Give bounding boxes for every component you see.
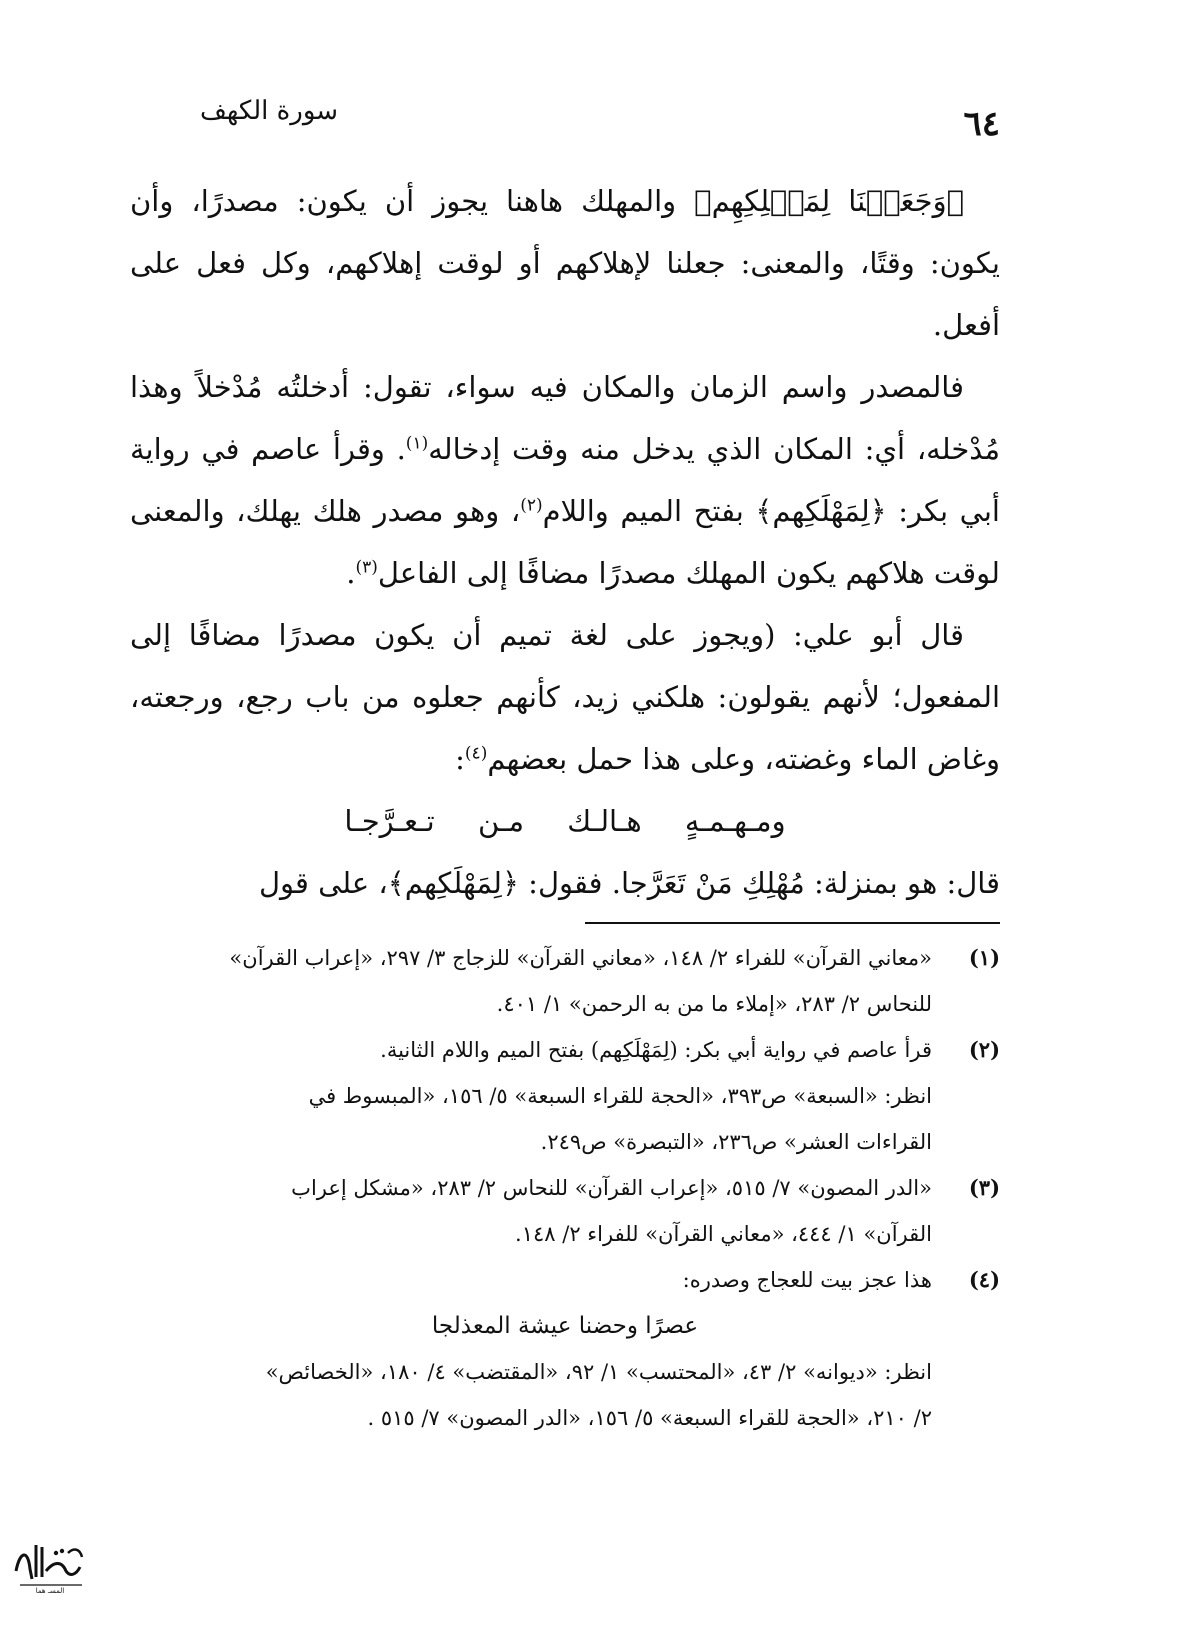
paragraph-3: [130, 604, 1000, 790]
text-line: قال: هو بمنزلة: مُهْلِكِ مَنْ تَعَرَّجا. فقول: ﴿لِمَهْلَكِهم﴾، على قول: [258, 866, 1000, 900]
logo-caption: المسـ هما: [35, 1587, 65, 1595]
main-text: [130, 170, 1000, 914]
footnote-line: قرأ عاصم في رواية أبي بكر: (لِمَهْلَكِهم) بفتح الميم واللام الثانية.: [380, 1038, 932, 1062]
text-line: ﴿وَجَعَلۡنَا لِمَهۡلِكِهِم﴾ والمهلك هاهنا يجوز أن يكون: مصدرًا، وأن: [130, 184, 964, 218]
paragraph-1: [130, 170, 1000, 356]
footnote-line: انظر: «ديوانه» ٢/ ٤٣، «المحتسب» ١/ ٩٢، «المقتضب» ٤/ ١٨٠، «الخصائص»: [265, 1360, 932, 1384]
text-line: . وقرأ عاصم في: [201, 432, 406, 466]
footnote-line: «معاني القرآن» للفراء ٢/ ١٤٨، «معاني القرآن» للزجاج ٣/ ٢٩٧، «إعراب القرآن»: [229, 946, 932, 970]
text-line: قال أبو علي: (ويجوز على لغة تميم أن يكون مصدرًا مضافًا إلى: [130, 618, 964, 652]
text-line: أفعل.: [932, 308, 1000, 342]
paragraph-4: [130, 852, 1000, 914]
footnote-number: (٤): [968, 1267, 1000, 1292]
text-line: المفعول؛ لأنهم يقولون: هلكني زيد، كأنهم جعلوه من باب رجع،: [236, 680, 1000, 714]
text-line: يكون: وقتًا، والمعنى: جعلنا لإهلاكهم أو لوقت إهلاكهم، وكل فعل على: [130, 246, 1000, 280]
footnote-verse: عصرًا وحضنا عيشة المعذلجا: [431, 1313, 699, 1339]
footnotes-section: [130, 935, 1000, 1441]
footnote-2: [130, 1027, 1000, 1165]
footnote-number: (٢): [968, 1037, 1000, 1062]
footnote-line: القراءات العشر» ص٢٣٦، «التبصرة» ص٢٤٩.: [540, 1130, 932, 1154]
footnote-line: للنحاس ٢/ ٢٨٣، «إملاء ما من به الرحمن» ١/ ٤٠١.: [496, 992, 932, 1016]
footnote-ref-3[interactable]: (٣): [355, 557, 378, 578]
footnote-4: [130, 1257, 1000, 1441]
footnote-3: [130, 1165, 1000, 1257]
text-line: فالمصدر واسم الزمان والمكان فيه سواء، تقول: أدخلتُه مُدْخلاً: [196, 370, 964, 404]
paragraph-2: [130, 356, 1000, 604]
footnote-ref-1[interactable]: (١): [405, 433, 429, 454]
page-number: ٦٤: [963, 104, 1000, 144]
footnote-line: هذا عجز بيت للعجاج وصدره:: [682, 1268, 932, 1292]
page-header: [200, 96, 1000, 146]
footnote-line: ٢/ ٢١٠، «الحجة للقراء السبعة» ٥/ ١٥٦، «الدر المصون» ٧/ ٥١٥ .: [367, 1406, 932, 1430]
text-line: يهلك، والمعنى لوقت هلاكهم يكون المهلك مصدرًا مضافًا إلى الفاعل: [130, 494, 1000, 590]
calligraphy-logo-icon: [10, 1531, 90, 1595]
text-line: وهذا مُدْخله، أي: المكان الذي يدخل منه وقت إدخاله: [130, 370, 1001, 466]
surah-title: سورة الكهف: [200, 96, 339, 126]
footnote-number: (١): [968, 945, 1000, 970]
text-line: :: [455, 742, 465, 776]
footnote-line: «الدر المصون» ٧/ ٥١٥، «إعراب القرآن» للنحاس ٢/ ٢٨٣، «مشكل إعراب: [291, 1176, 932, 1200]
footnote-ref-4[interactable]: (٤): [464, 743, 488, 764]
footnote-line: انظر: «السبعة» ص٣٩٣، «الحجة للقراء السبعة» ٥/ ١٥٦، «المبسوط في: [308, 1084, 932, 1108]
footnote-divider: [585, 922, 1000, 924]
footnote-1: [130, 935, 1000, 1027]
text-line: ورجعته، وغاض الماء وغضته، وعلى هذا حمل بعضهم: [130, 680, 1000, 776]
text-line: ، وهو مصدر هلك: [312, 494, 521, 528]
footnote-ref-2[interactable]: (٢): [520, 495, 543, 516]
text-line: .: [346, 556, 356, 590]
poem-verse: ومـهـمـهٍ هـالـك مـن تـعـرَّجـا: [344, 804, 786, 838]
text-line: رواية أبي بكر: ﴿لِمَهْلَكِهم﴾ بفتح الميم واللام: [130, 432, 1000, 528]
footnote-line: القرآن» ١/ ٤٤٤، «معاني القرآن» للفراء ٢/ ١٤٨.: [515, 1222, 932, 1246]
footnote-number: (٣): [968, 1175, 1000, 1200]
